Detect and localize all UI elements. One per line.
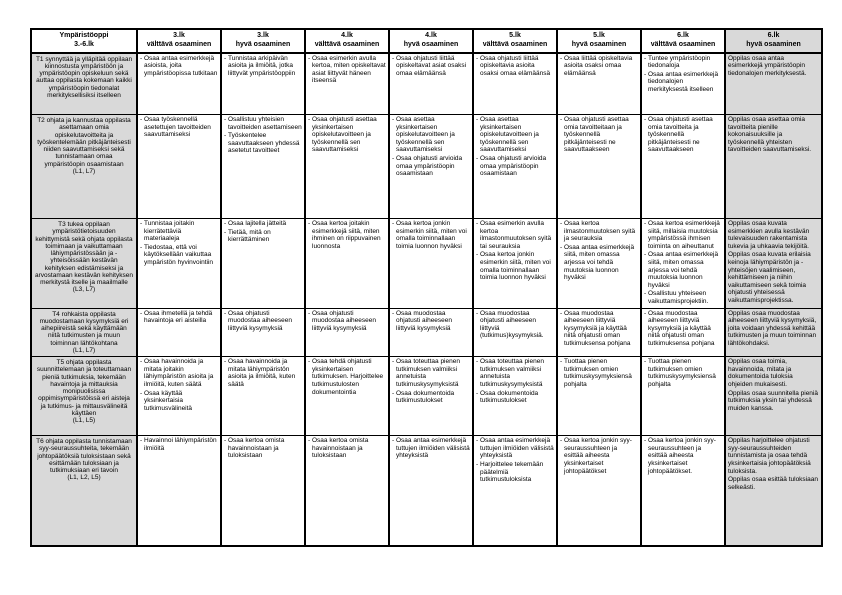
criterion-item: - Osaa kertoa omista havainnoistaan ja tuloksistaan (224, 437, 302, 460)
objective-code: (L1, L7) (72, 346, 96, 354)
criterion-cell (305, 308, 389, 357)
criterion-item: - Osaa kertoa jonkin esimerkin siitä, miten voi omalla toiminnallaan toimia luonnon hyväksi (476, 251, 554, 281)
criterion-cell (641, 219, 725, 309)
criterion-cell (473, 357, 557, 436)
criterion-cell (137, 357, 221, 436)
criterion-cell (221, 308, 305, 357)
objective-row-t2 (31, 115, 822, 219)
criterion-cell (221, 53, 305, 115)
criterion-cell (725, 308, 822, 357)
criterion-cell (305, 357, 389, 436)
criterion-item: - Osaa antaa esimerkkejä siitä, miten omassa arjessa voi tehdä muutoksia luonnon hyväksi (644, 251, 722, 289)
criterion-item: - Osaa kertoa joitakin esimerkkejä siitä, miten ihminen on riippuvainen luonnosta (308, 220, 386, 250)
criterion-item: - Osaa asettaa yksinkertaisen opiskelutavoitteen ja työskennellä sen saavuttamiseksi (476, 116, 554, 154)
criterion-item: - Osaa muodostaa ohjatusti aiheeseen liittyviä kysymyksiä (392, 310, 470, 333)
criterion-item: - Osaa antaa esimerkkejä tuttujen ilmiöiden välisistä yhteyksistä (392, 437, 470, 460)
criterion-item: - Osaa havainnoida ja mitata joitakin lähiympäristön asioita ja ilmiöitä, kuten säätä (140, 358, 218, 388)
criterion-item: - Osaa tehdä ohjatusti yksinkertaisen tutkimuksen. Harjoittelee tutkimustulosten dokumentointia (308, 358, 386, 396)
column-header-6lk-hyva (725, 29, 822, 53)
criterion-item: - Osaa antaa esimerkkejä asioista, joita ympäristöopissa tutkitaan (140, 55, 218, 78)
objective-code: (L3, L7) (72, 286, 96, 294)
criterion-cell (641, 436, 725, 546)
criterion-cell (641, 115, 725, 219)
criterion-cell (137, 219, 221, 309)
column-header-bottom: hyvä osaaminen (746, 40, 801, 48)
criterion-item: - Osaa toteuttaa pienen tutkimuksen valmiiksi annetuista tutkimuskysymyksistä (476, 358, 554, 388)
criterion-cell (473, 53, 557, 115)
column-header-6lk-valttava (641, 29, 725, 53)
column-header-top: 4.lk (425, 32, 437, 39)
criterion-cell (641, 357, 725, 436)
criterion-item: - Tuottaa pienen tutkimuksen omien tutkimuskysymyksiensä pohjalta (644, 358, 722, 388)
column-header-top: 6.lk (677, 32, 689, 39)
objective-row-t6 (31, 436, 822, 546)
criterion-cell (473, 308, 557, 357)
objective-row-t3 (31, 219, 822, 309)
criterion-item: Oppilas osaa toimia, havainnoida, mitata ja dokumentoida tuloksia ohjeiden mukaisesti. (728, 358, 793, 388)
column-header-3lk-valttava (137, 29, 221, 53)
column-header-top: 4.lk (341, 32, 353, 39)
objective-text: T2 ohjata ja kannustaa oppilasta asettamaan omia opiskelutavoitteita ja työskentelemään pitkäjänteisesti niiden saavuttamiseksi sekä tunnistamaan omaa ympäristöopin osaamistaan (37, 117, 131, 168)
column-header-bottom: hyvä osaaminen (403, 40, 459, 48)
objective-cell (31, 308, 137, 357)
column-header-bottom: välttävä osaaminen (146, 40, 212, 48)
criterion-cell (389, 308, 473, 357)
criterion-cell (221, 115, 305, 219)
criterion-cell (725, 357, 822, 436)
criterion-cell (641, 53, 725, 115)
criterion-item: - Tunnistaa joitakin kierrätettäviä materiaaleja (140, 220, 218, 243)
subject-header (31, 29, 137, 53)
criterion-cell (557, 115, 641, 219)
objective-row-t5 (31, 357, 822, 436)
objective-cell (31, 115, 137, 219)
criterion-item: - Tunnistaa arkipäivän asioita ja ilmiöitä, jotka liittyvät ympäristöoppiin (224, 55, 302, 78)
criterion-item: - Osaa lajitella jätteitä (224, 220, 302, 228)
column-header-top: 5.lk (509, 32, 521, 39)
criterion-cell (725, 436, 822, 546)
column-header-bottom: 3.-6.lk (74, 40, 94, 48)
criterion-item: - Tietää, mitä on kierrättäminen (224, 229, 302, 244)
criterion-cell (305, 53, 389, 115)
criterion-item: - Osaa muodostaa aiheeseen liittyviä kysymyksiä ja käyttää niitä ohjatusti oman tutkimuksensa pohjana (560, 310, 638, 348)
column-header-3lk-hyva (221, 29, 305, 53)
criterion-item: - Osaa esimerkin avulla kertoa, miten opiskeltavat asiat liittyvät häneen itseensä (308, 55, 386, 85)
criterion-item: Oppilas osaa kuvata esimerkkien avulla kestävän tulevaisuuden rakentamista tukevia ja uhkaavia tekijöitä. (728, 220, 810, 250)
criterion-cell (557, 53, 641, 115)
objective-cell (31, 357, 137, 436)
criterion-item: - Osaa toteuttaa pienen tutkimuksen valmiiksi annetuista tutkimuskysymyksistä (392, 358, 470, 388)
column-header-bottom: välttävä osaaminen (314, 40, 380, 48)
column-header-bottom: hyvä osaaminen (571, 40, 627, 48)
criterion-item: Oppilas osaa suunnitella pieniä tutkimuksia yksin tai yhdessä muiden kanssa. (728, 389, 818, 412)
criterion-cell (389, 115, 473, 219)
criterion-cell (137, 436, 221, 546)
criterion-cell (389, 357, 473, 436)
header-row (31, 29, 822, 53)
rubric-table (30, 28, 823, 547)
criterion-item: Oppilas osaa muodostaa aiheeseen liittyviä kysymyksiä, joita voidaan yhdessä kehittää tutkimusten ja muun toiminnan lähtökohdaksi. (728, 309, 817, 347)
criterion-cell (137, 53, 221, 115)
objective-code: (L1, L2, L5) (67, 474, 101, 482)
criterion-item: - Osaa käyttää yksinkertaisia tutkimusvälineitä (140, 390, 218, 413)
criterion-item: - Osaa ohjatusti muodostaa aiheeseen liittyviä kysymyksiä (224, 310, 302, 333)
objective-text: T6 ohjata oppilasta tunnistamaan syy-seuraussuhteita, tekemään johtopäätöksiä tuloksistaan sekä esittämään tuloksiaan ja tutkimuksiaan eri tavoin (36, 438, 132, 475)
criterion-cell (473, 219, 557, 309)
criterion-item: Oppilas osaa antaa esimerkkejä ympäristöopin tiedonalojen merkityksestä. (728, 54, 807, 77)
objective-row-t4 (31, 308, 822, 357)
criterion-cell (389, 53, 473, 115)
criterion-cell (473, 436, 557, 546)
objective-text: T5 ohjata oppilasta suunnittelemaan ja toteuttamaan pieniä tutkimuksia, tekemään havaintoja ja mittauksia monipuolisissa oppimisympäristöissä eri aisteja ja tutkimus- ja mittausvälineitä käyttäen (36, 359, 132, 417)
criterion-item: - Osaa liittää opiskeltavia asioita osaksi omaa elämäänsä (560, 55, 638, 78)
criterion-cell (305, 219, 389, 309)
column-header-5lk-valttava (473, 29, 557, 53)
criterion-item: - Osaa muodostaa aiheeseen liittyviä kysymyksiä ja käyttää niitä ohjatusti oman tutkimuksensa pohjana (644, 310, 722, 348)
criterion-cell (557, 219, 641, 309)
objective-cell (31, 53, 137, 115)
criterion-cell (641, 308, 725, 357)
criterion-item: - Osaa ihmetellä ja tehdä havaintoja eri aisteilla (140, 310, 218, 325)
criterion-cell (557, 436, 641, 546)
criterion-cell (305, 436, 389, 546)
criterion-item: - Osaa kertoa ilmastonmuutoksen syitä ja seurauksia (560, 220, 638, 243)
criterion-item: - Osaa ohjatusti liittää opiskeltavia asioita osaksi omaa elämäänsä (476, 55, 554, 78)
objective-cell (31, 219, 137, 309)
column-header-5lk-hyva (557, 29, 641, 53)
criterion-item: - Osaa kertoa jonkin esimerkin siitä, miten voi omalla toiminnallaan toimia luonnon hyväksi (392, 220, 470, 250)
criterion-item: Oppilas osaa asettaa omia tavoitteita pienille kokonaisuuksille ja työskennellä yhteisten tavoitteiden saavuttamiseksi. (728, 116, 812, 154)
column-header-bottom: hyvä osaaminen (235, 40, 291, 48)
criterion-item: - Osaa antaa esimerkkejä tiedonalojen merkityksestä itselleen (644, 71, 722, 94)
column-header-4lk-valttava (305, 29, 389, 53)
column-header-bottom: välttävä osaaminen (650, 40, 716, 48)
objective-text: T4 rohkaista oppilasta muodostamaan kysymyksiä eri aihepiireistä sekä käyttämään niitä tutkimusten ja muun toiminnan lähtökohtana (39, 310, 129, 347)
objective-code: (L1, L5) (72, 417, 96, 425)
column-header-top: 3.lk (173, 32, 185, 39)
criterion-cell (221, 436, 305, 546)
criterion-item: - Osaa asettaa yksinkertaisen opiskelutavoitteen ja työskennellä sen saavuttamiseksi (392, 116, 470, 154)
criterion-cell (221, 219, 305, 309)
criterion-item: - Osaa ohjatusti asettaa omia tavoitteitaan ja työskennellä pitkäjänteisesti ne saavuttaakseen (560, 116, 638, 154)
criterion-cell (389, 436, 473, 546)
criterion-item: - Osaa ohjatusti asettaa omia tavoitteita ja työskennellä pitkäjänteisesti ne saavuttaakseen (644, 116, 722, 154)
criterion-item: - Osaa esimerkin avulla kertoa ilmastonmuutoksen syitä tai seurauksia (476, 220, 554, 250)
criterion-item: - Osallistuu yhteisien tavoitteiden asettamiseen (224, 116, 302, 131)
column-header-top: 5.lk (593, 32, 605, 39)
criterion-cell (305, 115, 389, 219)
column-header-top: 6.lk (767, 32, 780, 39)
criterion-item: - Tiedostaa, että voi käytöksellään vaikuttaa ympäristön hyvinvointiin (140, 244, 218, 267)
criterion-item: - Tuottaa pienen tutkimuksen omien tutkimuskysymyksiensä pohjalta (560, 358, 638, 388)
criterion-item: - Osaa kertoa esimerkkejä siitä, millaisia muutoksia ympäristössä ihmisen toiminta on aiheuttanut (644, 220, 722, 250)
criterion-item: - Osaa havainnoida ja mitata lähiympäristön asioita ja ilmiöitä, kuten säätä (224, 358, 302, 388)
criterion-cell (725, 53, 822, 115)
criterion-cell (221, 357, 305, 436)
criterion-item: - Osaa ohjatusti muodostaa aiheeseen liittyviä kysymyksiä (308, 310, 386, 333)
criterion-cell (137, 308, 221, 357)
objective-code: (L1, L7) (72, 167, 96, 175)
column-header-bottom: välttävä osaaminen (482, 40, 548, 48)
criterion-item: - Osaa kertoa jonkin syy-seuraussuhteen ja esittää aiheesta yksinkertaiset johtopäätökset (560, 437, 638, 475)
criterion-item: - Osaa ohjatusti arvioida omaa ympäristöopin osaamistaan (392, 155, 470, 178)
criterion-item: - Osaa ohjatusti asettaa yksinkertaisen opiskelutavoitteen ja työskennellä sen saavuttamiseksi (308, 116, 386, 154)
criterion-item: - Harjoittelee tekemään päätelmiä tutkimustuloksista (476, 461, 554, 484)
criterion-cell (473, 115, 557, 219)
criterion-item: Oppilas osaa esittää tuloksiaan selkeästi. (728, 476, 818, 491)
criterion-item: Oppilas harjoittelee ohjatusti syy-seuraussuhteiden tunnistamista ja osaa tehdä yksinkertaisia johtopäätöksiä tuloksista. (728, 437, 811, 475)
criterion-item: - Osaa antaa esimerkkejä siitä, miten omassa arjessa voi tehdä muutoksia luonnon hyväksi (560, 244, 638, 282)
criterion-item: - Havainnoi lähiympäristön ilmiöitä (140, 437, 218, 452)
criterion-item: - Tuntee ympäristöopin tiedonaloja (644, 55, 722, 70)
criterion-item: - Osaa antaa esimerkkejä tuttujen ilmiöiden välisistä yhteyksistä (476, 437, 554, 460)
criterion-cell (137, 115, 221, 219)
criterion-cell (557, 357, 641, 436)
criterion-item: - Työskentelee saavuttaakseen yhdessä asetetut tavoitteet (224, 132, 302, 155)
objective-row-t1 (31, 53, 822, 115)
criterion-item: - Osaa ohjatusti arvioida omaa ympäristöopin osaamistaan (476, 155, 554, 178)
column-header-top: Ympäristöoppi (59, 32, 109, 39)
criterion-item: - Osaa ohjatusti liittää opiskeltavat asiat osaksi omaa elämäänsä (392, 55, 470, 78)
criterion-item: - Osaa dokumentoida tutkimustulokset (476, 390, 554, 405)
objective-text: T3 tukea oppilaan ympäristötietoisuuden kehittymistä sekä ohjata oppilasta toimimaan ja vaikuttamaan lähiympäristössään ja -yhteisöissään kestävän kehityksen edistämiseksi ja arvostamaan kestävän kehityksen merkitystä itselle ja maailmalle (35, 221, 133, 287)
criterion-item: - Osaa dokumentoida tutkimustulokset (392, 390, 470, 405)
objective-cell (31, 436, 137, 546)
criterion-cell (725, 115, 822, 219)
criterion-item: - Osaa muodostaa ohjatusti aiheeseen liittyviä (tutkimus)kysymyksiä. (476, 310, 554, 340)
criterion-cell (389, 219, 473, 309)
criterion-cell (557, 308, 641, 357)
criterion-item: - Osaa työskennellä asetettujen tavoitteiden saavuttamiseksi (140, 116, 218, 139)
objective-text: T1 synnyttää ja ylläpitää oppilaan kiinnostusta ympäristöön ja ympäristöopin opiskeluun sekä auttaa oppilasta kokemaan kaikki ympäristöopin tiedonalat merkityksellisiksi itselleen (35, 55, 133, 99)
criterion-item: - Osaa kertoa jonkin syy-seuraussuhteen ja esittää aiheesta yksinkertaiset johtopäätökset. (644, 437, 722, 475)
criterion-item: - Osallistuu yhteiseen vaikuttamisprojektiin. (644, 290, 722, 305)
criterion-cell (725, 219, 822, 309)
column-header-top: 3.lk (257, 32, 269, 39)
criterion-item: - Osaa kertoa omista havainnoistaan ja tuloksistaan (308, 437, 386, 460)
criterion-item: Oppilas osaa kuvata erilaisia keinoja lähiympäristön ja -yhteisöjen vaalimiseen, kehittämiseen ja niihin vaikuttamiseen sekä toimia ohjatusti yhteisessä vaikuttamisprojektissa. (728, 251, 811, 304)
column-header-4lk-hyva (389, 29, 473, 53)
